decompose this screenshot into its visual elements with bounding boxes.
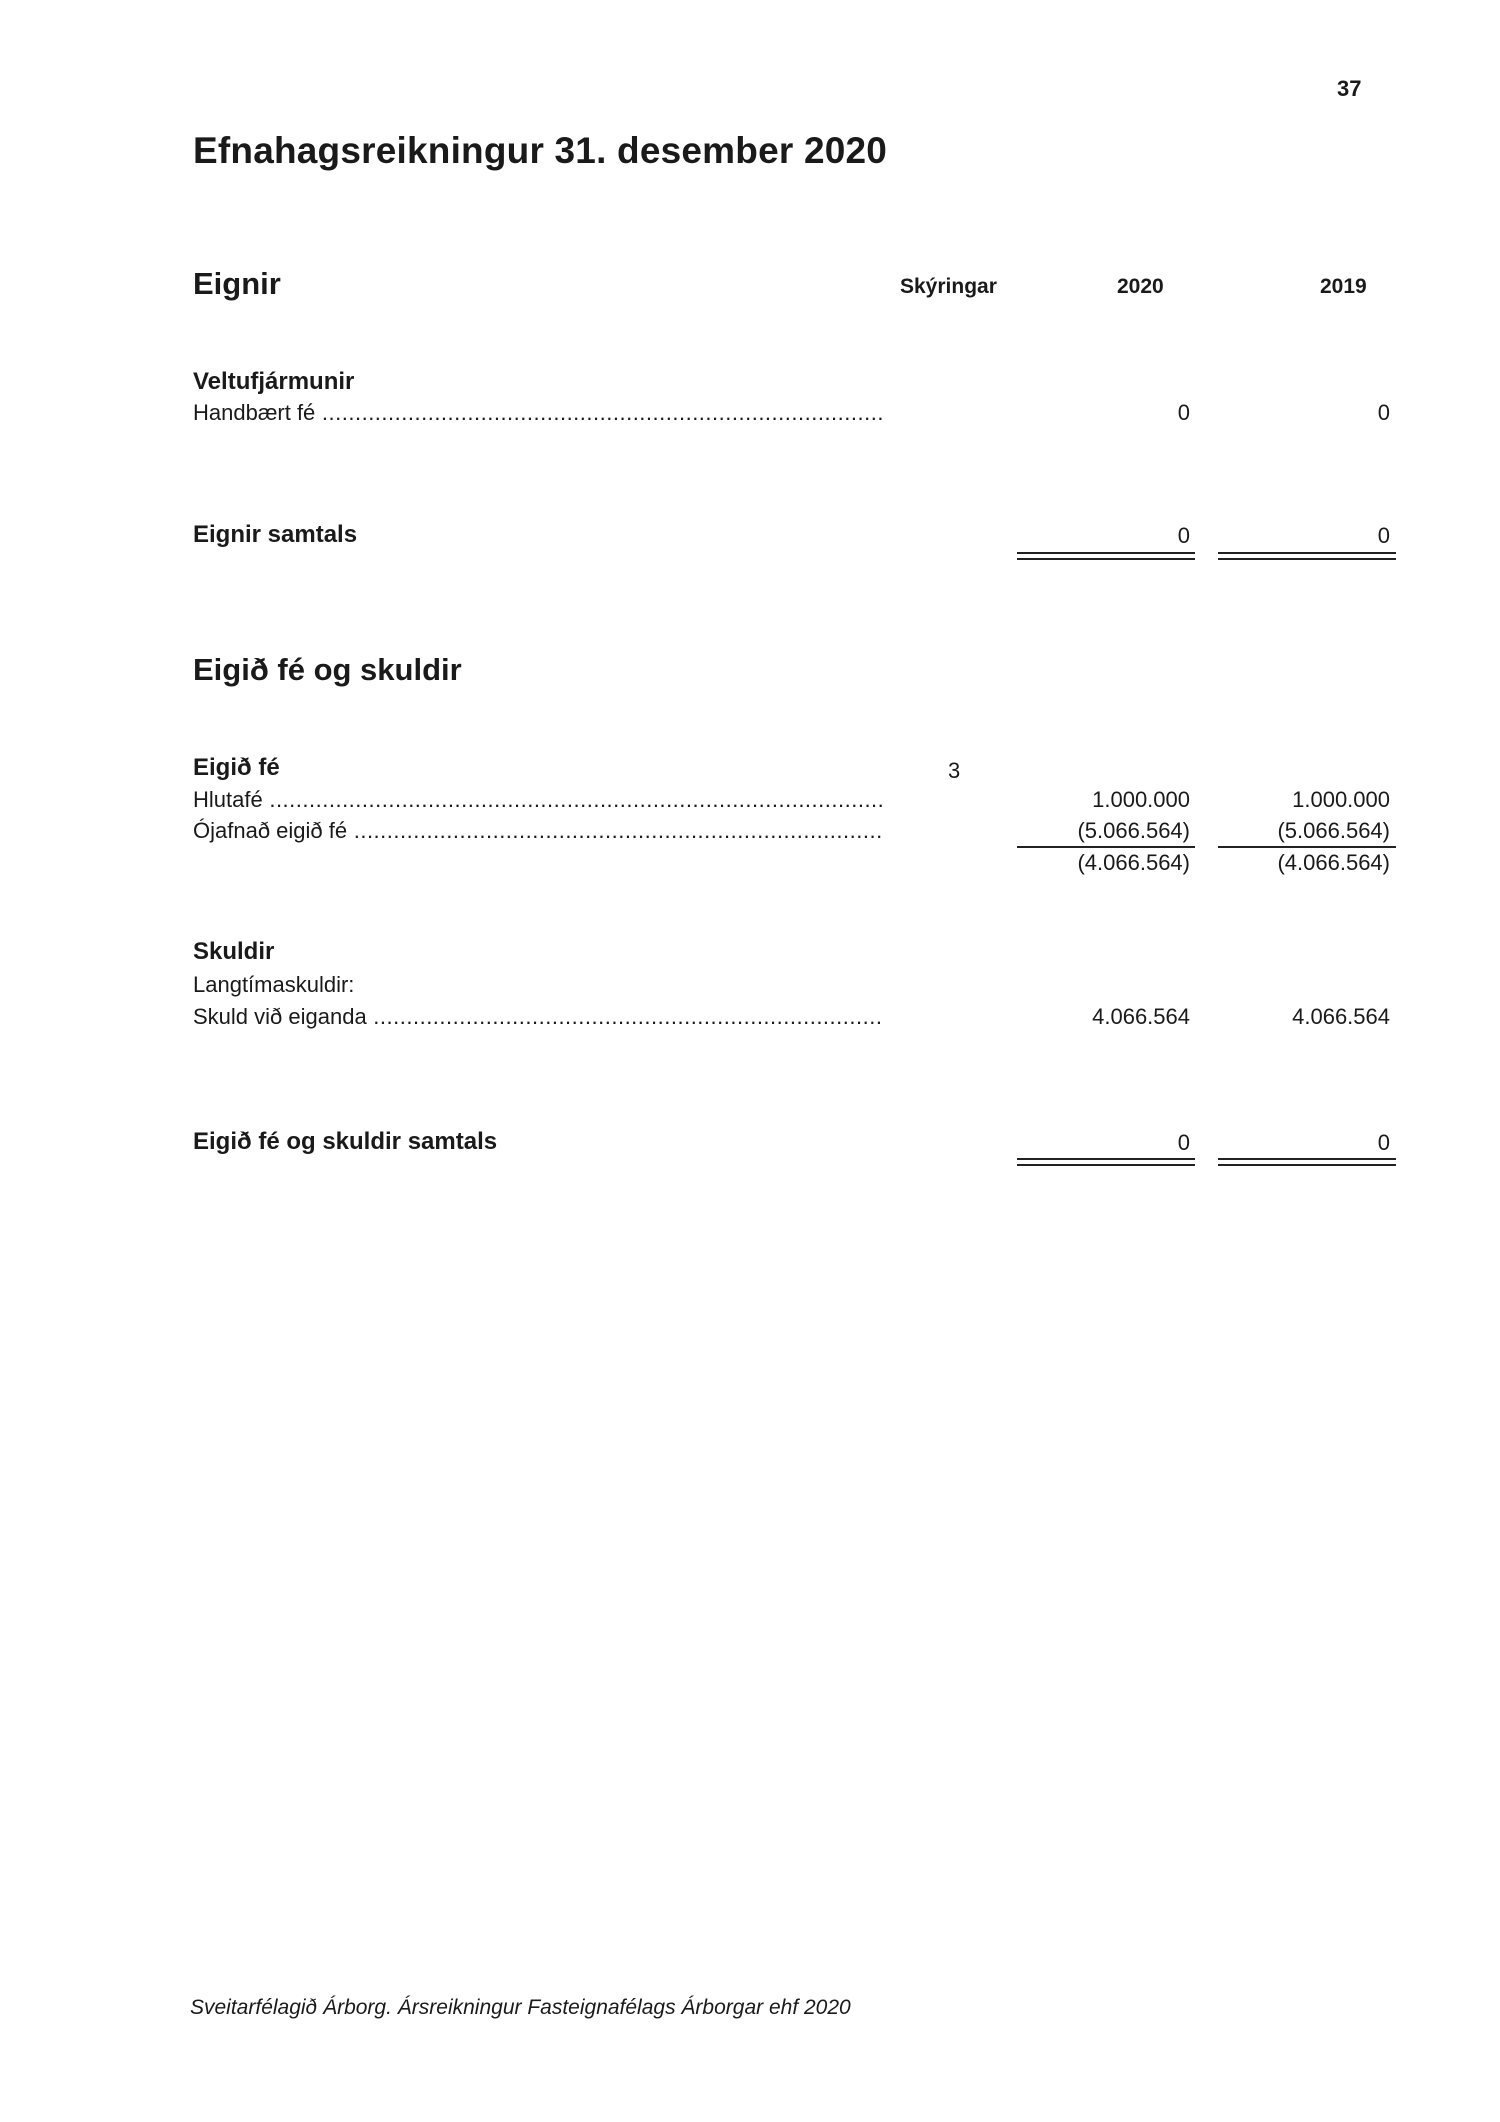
year-2020-column-header: 2020 [1117, 275, 1164, 298]
owner-debt-row-label: Skuld við eiganda ..... [193, 1004, 883, 1030]
equity-liabilities-total-2019-underline [1218, 1158, 1396, 1160]
retained-earnings-2020-value: (5.066.564) [1077, 818, 1190, 843]
assets-total-label: Eignir samtals [193, 521, 358, 548]
page-footer: Sveitarfélagið Árborg. Ársreikningur Fasteignafélags Árborgar ehf 2020 [190, 1996, 851, 2019]
equity-liabilities-total-label: Eigið fé og skuldir samtals [193, 1128, 498, 1155]
owner-debt-2019-value: 4.066.564 [1292, 1004, 1390, 1029]
equity-liabilities-total-2020-value: 0 [1177, 1130, 1190, 1155]
assets-total-2020-value: 0 [1177, 523, 1190, 548]
liabilities-heading: Skuldir [193, 938, 275, 965]
equity-heading: Eigið fé [193, 754, 280, 781]
equity-liabilities-heading: Eigið fé og skuldir [193, 652, 462, 687]
retained-earnings-2019-value: (5.066.564) [1277, 818, 1390, 843]
assets-total-2020-double-underline [1017, 558, 1195, 560]
long-term-liabilities-subheading: Langtímaskuldir: [193, 972, 355, 997]
retained-earnings-row-label: Ójafnað eigið fé ..... [193, 818, 883, 844]
share-capital-2020-value: 1.000.000 [1092, 787, 1190, 812]
equity-note-reference: 3 [948, 758, 961, 783]
share-capital-2019-value: 1.000.000 [1292, 787, 1390, 812]
equity-liabilities-total-2020-underline [1017, 1158, 1195, 1160]
assets-total-2019-double-underline [1218, 558, 1396, 560]
page-title: Efnahagsreikningur 31. desember 2020 [193, 130, 888, 171]
equity-subtotal-2020-rule [1017, 846, 1195, 848]
equity-subtotal-2019-rule [1218, 846, 1396, 848]
cash-2019-value: 0 [1377, 400, 1390, 425]
assets-heading: Eignir [193, 266, 281, 301]
cash-row-label: Handbært fé ..... [193, 400, 883, 426]
equity-liabilities-total-2019-double-underline [1218, 1164, 1396, 1166]
share-capital-row-label: Hlutafé ..... [193, 787, 883, 813]
equity-liabilities-total-2019-value: 0 [1377, 1130, 1390, 1155]
cash-2020-value: 0 [1177, 400, 1190, 425]
owner-debt-2020-value: 4.066.564 [1092, 1004, 1190, 1029]
page-number: 37 [1337, 76, 1362, 101]
equity-subtotal-2020-value: (4.066.564) [1077, 850, 1190, 875]
assets-total-2019-underline [1218, 552, 1396, 554]
assets-total-2020-underline [1017, 552, 1195, 554]
year-2019-column-header: 2019 [1320, 275, 1367, 298]
current-assets-heading: Veltufjármunir [193, 368, 355, 395]
equity-subtotal-2019-value: (4.066.564) [1277, 850, 1390, 875]
notes-column-header: Skýringar [900, 275, 997, 298]
equity-liabilities-total-2020-double-underline [1017, 1164, 1195, 1166]
assets-total-2019-value: 0 [1377, 523, 1390, 548]
